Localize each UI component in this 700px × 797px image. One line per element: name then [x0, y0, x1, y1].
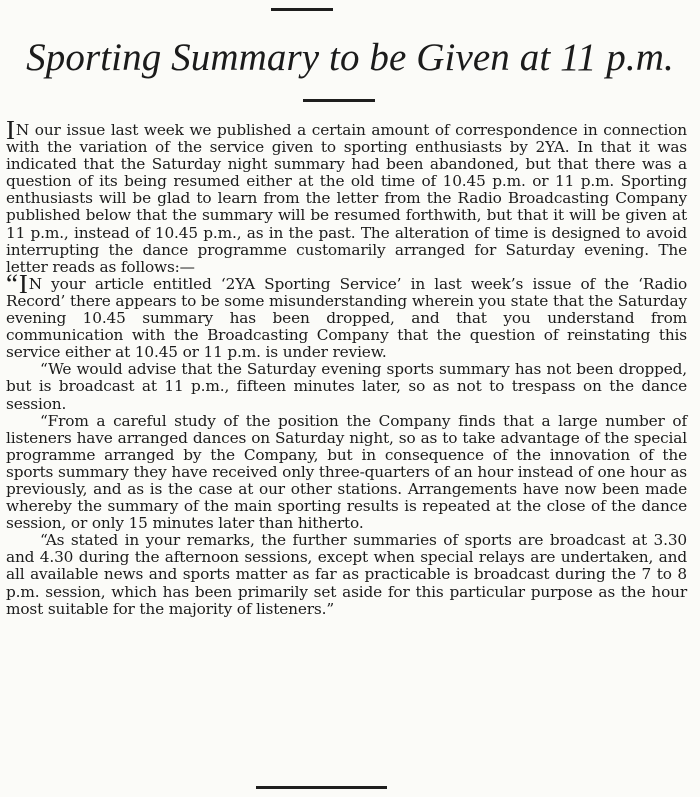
intro-text: N our issue last week we published a certain amount of correspondence in connection with the variation of the service given to sporting enthusiasts by 2YA. In that it was indicated that the Saturday night summary had been abandoned, but that there was a question of its being resumed either at the old time of 10.45 p.m. or 11 p.m. Sporting enthusiasts will be glad to learn from the letter from the Radio Broadcasting Company published below that the summary will be resumed forthwith, but that it will be given at 11 p.m., instead of 10.45 p.m., as in the past. The alteration of time is designed to avoid interrupting the dance programme customarily arranged for Saturday evening. The letter reads as follows:—: [6, 121, 687, 276]
article-headline: Sporting Summary to be Given at 11 p.m.: [26, 36, 674, 79]
article-body: [6, 115, 687, 618]
intro-paragraph: [6, 115, 687, 276]
letter-first-paragraph: [6, 268, 687, 362]
headline-rule: [303, 99, 375, 102]
letter-opening-quote: “: [6, 268, 18, 299]
letter-initial: I: [18, 268, 28, 299]
letter-paragraph: “From a careful study of the position the Company finds that a large number of listeners have arranged dances on Saturday night, so as to take advantage of the special programme arranged by the Company, but in consequence of the innovation of the sports summary they have received only three-quarters of an hour instead of one hour as previously, and as is the case at our other stations. Arrangements have now been made whereby the summary of the main sporting results is repeated at the close of the dance session, or only 15 minutes later than hitherto.: [6, 411, 687, 533]
letter-paragraph: “As stated in your remarks, the further summaries of sports are broadcast at 3.30 and 4.30 during the afternoon sessions, except when special relays are undertaken, and all available news and sports matter as far as practicable is broadcast during the 7 to 8 p.m. session, which has been primarily set aside for this particular purpose as the hour most suitable for the majority of listeners.”: [6, 531, 687, 618]
letter-first-text: N your article entitled ‘2YA Sporting Service’ in last week’s issue of the ‘Radio Record’ there appears to be some misunderstanding wherein you state that the Saturday evening 10.45 summary has been dropped, and that you understand from communication with the Broadcasting Company that the question of reinstating this service either at 10.45 or 11 p.m. is under review.: [6, 274, 687, 362]
bottom-rule: [256, 786, 387, 789]
letter-paragraph: “We would advise that the Saturday evening sports summary has not been dropped, but is broadcast at 11 p.m., fifteen minutes later, so as not to trespass on the dance session.: [6, 360, 687, 413]
intro-initial: I: [6, 115, 15, 145]
top-rule: [271, 8, 333, 11]
